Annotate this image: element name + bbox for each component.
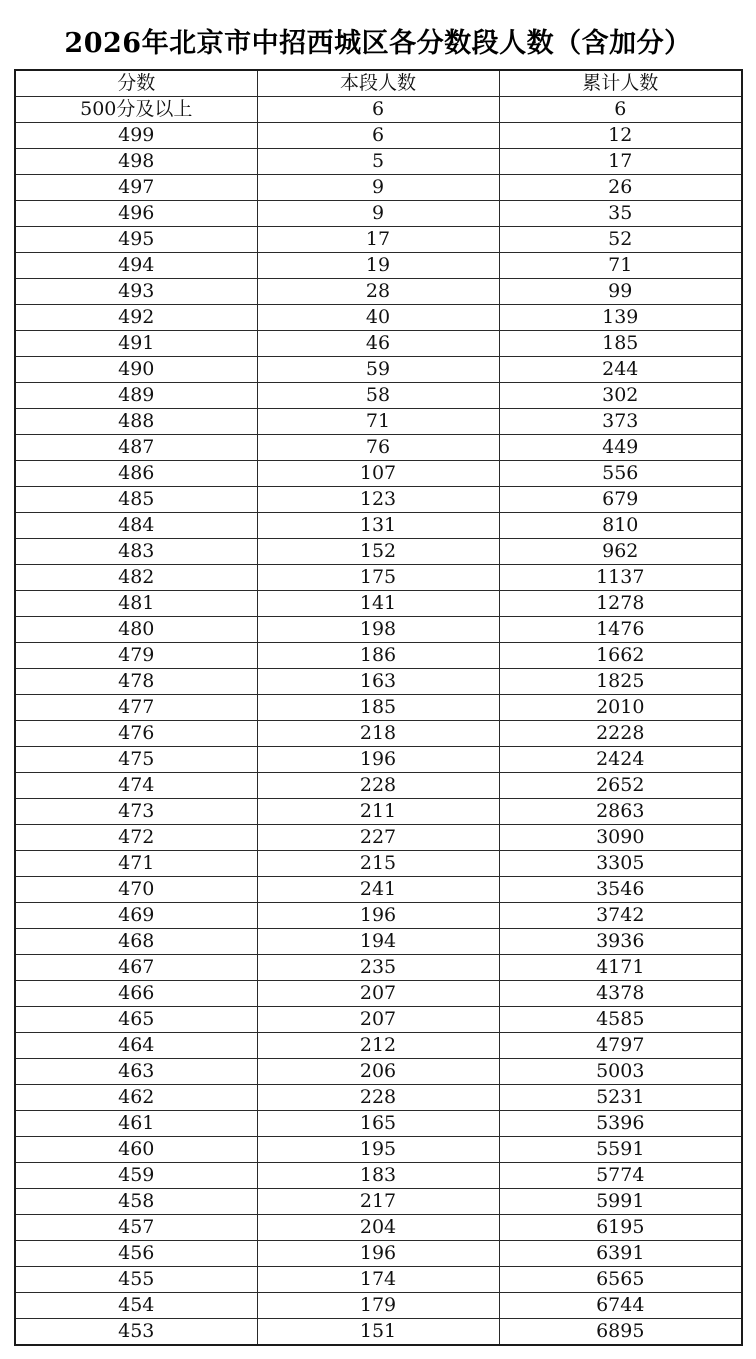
- score-cell: 477: [15, 695, 257, 721]
- table-row: [15, 643, 742, 669]
- cumulative-count-cell: 2010: [499, 695, 742, 721]
- segment-count-cell: 204: [257, 1215, 499, 1241]
- segment-count-cell: 40: [257, 305, 499, 331]
- table-row: [15, 175, 742, 201]
- table-row: [15, 929, 742, 955]
- score-cell: 468: [15, 929, 257, 955]
- table-header: [15, 70, 742, 97]
- table-row: [15, 1215, 742, 1241]
- table-row: [15, 695, 742, 721]
- segment-count-cell: 207: [257, 981, 499, 1007]
- table-row: [15, 331, 742, 357]
- cumulative-count-cell: 3742: [499, 903, 742, 929]
- cumulative-count-cell: 1476: [499, 617, 742, 643]
- cumulative-count-cell: 3546: [499, 877, 742, 903]
- cumulative-count-cell: 679: [499, 487, 742, 513]
- table-row: [15, 877, 742, 903]
- score-cell: 461: [15, 1111, 257, 1137]
- segment-count-cell: 196: [257, 903, 499, 929]
- cumulative-count-cell: 3936: [499, 929, 742, 955]
- table-header-row: [15, 70, 742, 97]
- segment-count-cell: 212: [257, 1033, 499, 1059]
- segment-count-cell: 175: [257, 565, 499, 591]
- segment-count-cell: 131: [257, 513, 499, 539]
- segment-count-cell: 217: [257, 1189, 499, 1215]
- score-cell: 486: [15, 461, 257, 487]
- table-row: [15, 851, 742, 877]
- cumulative-count-cell: 52: [499, 227, 742, 253]
- score-cell: 476: [15, 721, 257, 747]
- segment-count-cell: 194: [257, 929, 499, 955]
- segment-count-cell: 211: [257, 799, 499, 825]
- score-cell: 493: [15, 279, 257, 305]
- cumulative-count-cell: 5396: [499, 1111, 742, 1137]
- cumulative-count-cell: 12: [499, 123, 742, 149]
- score-cell: 494: [15, 253, 257, 279]
- score-cell: 471: [15, 851, 257, 877]
- score-cell: 473: [15, 799, 257, 825]
- cumulative-count-cell: 17: [499, 149, 742, 175]
- table-row: [15, 565, 742, 591]
- score-cell: 469: [15, 903, 257, 929]
- cumulative-count-cell: 3090: [499, 825, 742, 851]
- table-row: [15, 1163, 742, 1189]
- cumulative-count-cell: 5003: [499, 1059, 742, 1085]
- score-cell: 497: [15, 175, 257, 201]
- segment-count-cell: 196: [257, 1241, 499, 1267]
- score-cell: 483: [15, 539, 257, 565]
- score-cell: 453: [15, 1319, 257, 1346]
- segment-count-cell: 179: [257, 1293, 499, 1319]
- cumulative-count-cell: 185: [499, 331, 742, 357]
- table-row: [15, 1059, 742, 1085]
- cumulative-count-cell: 71: [499, 253, 742, 279]
- segment-count-cell: 151: [257, 1319, 499, 1346]
- table-row: [15, 1111, 742, 1137]
- cumulative-count-cell: 5774: [499, 1163, 742, 1189]
- score-cell: 457: [15, 1215, 257, 1241]
- score-cell: 454: [15, 1293, 257, 1319]
- segment-count-cell: 6: [257, 97, 499, 123]
- cumulative-count-cell: 449: [499, 435, 742, 461]
- segment-count-cell: 59: [257, 357, 499, 383]
- cumulative-count-cell: 35: [499, 201, 742, 227]
- score-cell: 489: [15, 383, 257, 409]
- cumulative-count-cell: 4378: [499, 981, 742, 1007]
- segment-count-cell: 174: [257, 1267, 499, 1293]
- table-row: [15, 955, 742, 981]
- segment-count-cell: 196: [257, 747, 499, 773]
- score-cell: 472: [15, 825, 257, 851]
- segment-count-cell: 207: [257, 1007, 499, 1033]
- segment-count-cell: 228: [257, 773, 499, 799]
- segment-count-cell: 9: [257, 175, 499, 201]
- cumulative-count-cell: 556: [499, 461, 742, 487]
- segment-count-cell: 215: [257, 851, 499, 877]
- segment-count-cell: 76: [257, 435, 499, 461]
- segment-count-cell: 218: [257, 721, 499, 747]
- table-row: [15, 669, 742, 695]
- table-row: [15, 409, 742, 435]
- table-row: [15, 1267, 742, 1293]
- page-title: 2026年北京市中招西城区各分数段人数（含加分）: [64, 28, 692, 59]
- table-row: [15, 149, 742, 175]
- cumulative-count-cell: 1278: [499, 591, 742, 617]
- segment-count-cell: 235: [257, 955, 499, 981]
- segment-count-cell: 28: [257, 279, 499, 305]
- table-row: [15, 981, 742, 1007]
- segment-count-cell: 141: [257, 591, 499, 617]
- score-distribution-table: [14, 69, 743, 1346]
- score-cell: 475: [15, 747, 257, 773]
- table-row: [15, 279, 742, 305]
- table-row: [15, 1007, 742, 1033]
- segment-count-cell: 107: [257, 461, 499, 487]
- score-cell: 496: [15, 201, 257, 227]
- cumulative-count-cell: 99: [499, 279, 742, 305]
- table-row: [15, 201, 742, 227]
- score-cell: 465: [15, 1007, 257, 1033]
- segment-count-cell: 165: [257, 1111, 499, 1137]
- cumulative-count-cell: 26: [499, 175, 742, 201]
- table-row: [15, 253, 742, 279]
- segment-count-cell: 227: [257, 825, 499, 851]
- cumulative-count-cell: 6195: [499, 1215, 742, 1241]
- table-body: [15, 97, 742, 1346]
- score-cell: 478: [15, 669, 257, 695]
- segment-count-cell: 46: [257, 331, 499, 357]
- score-cell: 464: [15, 1033, 257, 1059]
- cumulative-count-cell: 2228: [499, 721, 742, 747]
- cumulative-count-cell: 1825: [499, 669, 742, 695]
- score-cell: 470: [15, 877, 257, 903]
- table-row: [15, 461, 742, 487]
- cumulative-count-cell: 6744: [499, 1293, 742, 1319]
- table-row: [15, 357, 742, 383]
- score-cell: 498: [15, 149, 257, 175]
- score-cell: 499: [15, 123, 257, 149]
- cumulative-count-cell: 962: [499, 539, 742, 565]
- table-row: [15, 747, 742, 773]
- score-cell: 487: [15, 435, 257, 461]
- score-cell: 462: [15, 1085, 257, 1111]
- segment-count-cell: 71: [257, 409, 499, 435]
- cumulative-count-cell: 244: [499, 357, 742, 383]
- cumulative-count-cell: 3305: [499, 851, 742, 877]
- segment-count-cell: 185: [257, 695, 499, 721]
- score-cell: 480: [15, 617, 257, 643]
- score-cell: 479: [15, 643, 257, 669]
- score-cell: 500分及以上: [15, 97, 257, 123]
- cumulative-count-cell: 139: [499, 305, 742, 331]
- table-row: [15, 1085, 742, 1111]
- score-cell: 490: [15, 357, 257, 383]
- score-cell: 484: [15, 513, 257, 539]
- score-cell: 481: [15, 591, 257, 617]
- table-row: [15, 305, 742, 331]
- cumulative-count-cell: 6391: [499, 1241, 742, 1267]
- cumulative-count-cell: 4585: [499, 1007, 742, 1033]
- score-cell: 491: [15, 331, 257, 357]
- table-row: [15, 227, 742, 253]
- segment-count-cell: 183: [257, 1163, 499, 1189]
- table-row: [15, 1033, 742, 1059]
- cumulative-count-cell: 373: [499, 409, 742, 435]
- table-row: [15, 123, 742, 149]
- table-row: [15, 435, 742, 461]
- table-row: [15, 1189, 742, 1215]
- segment-count-cell: 228: [257, 1085, 499, 1111]
- cumulative-count-cell: 5991: [499, 1189, 742, 1215]
- score-cell: 466: [15, 981, 257, 1007]
- segment-count-cell: 186: [257, 643, 499, 669]
- cumulative-count-cell: 1662: [499, 643, 742, 669]
- cumulative-count-cell: 2652: [499, 773, 742, 799]
- table-row: [15, 799, 742, 825]
- score-cell: 460: [15, 1137, 257, 1163]
- cumulative-count-cell: 2424: [499, 747, 742, 773]
- score-cell: 467: [15, 955, 257, 981]
- score-cell: 458: [15, 1189, 257, 1215]
- segment-count-cell: 9: [257, 201, 499, 227]
- table-row: [15, 1319, 742, 1346]
- segment-count-cell: 5: [257, 149, 499, 175]
- header-score: 分数: [15, 70, 257, 97]
- cumulative-count-cell: 302: [499, 383, 742, 409]
- table-row: [15, 383, 742, 409]
- segment-count-cell: 198: [257, 617, 499, 643]
- score-cell: 455: [15, 1267, 257, 1293]
- score-cell: 456: [15, 1241, 257, 1267]
- segment-count-cell: 195: [257, 1137, 499, 1163]
- cumulative-count-cell: 5591: [499, 1137, 742, 1163]
- header-segment-count: 本段人数: [257, 70, 499, 97]
- segment-count-cell: 206: [257, 1059, 499, 1085]
- cumulative-count-cell: 4797: [499, 1033, 742, 1059]
- table-row: [15, 617, 742, 643]
- cumulative-count-cell: 6565: [499, 1267, 742, 1293]
- score-cell: 482: [15, 565, 257, 591]
- score-cell: 485: [15, 487, 257, 513]
- cumulative-count-cell: 810: [499, 513, 742, 539]
- score-cell: 459: [15, 1163, 257, 1189]
- table-row: [15, 903, 742, 929]
- segment-count-cell: 6: [257, 123, 499, 149]
- segment-count-cell: 123: [257, 487, 499, 513]
- segment-count-cell: 17: [257, 227, 499, 253]
- score-cell: 474: [15, 773, 257, 799]
- table-row: [15, 97, 742, 123]
- table-row: [15, 825, 742, 851]
- table-row: [15, 591, 742, 617]
- score-cell: 463: [15, 1059, 257, 1085]
- table-row: [15, 1293, 742, 1319]
- score-cell: 495: [15, 227, 257, 253]
- cumulative-count-cell: 6: [499, 97, 742, 123]
- cumulative-count-cell: 1137: [499, 565, 742, 591]
- table-row: [15, 1241, 742, 1267]
- cumulative-count-cell: 6895: [499, 1319, 742, 1346]
- segment-count-cell: 163: [257, 669, 499, 695]
- score-cell: 488: [15, 409, 257, 435]
- score-cell: 492: [15, 305, 257, 331]
- cumulative-count-cell: 2863: [499, 799, 742, 825]
- segment-count-cell: 241: [257, 877, 499, 903]
- table-row: [15, 1137, 742, 1163]
- table-row: [15, 721, 742, 747]
- segment-count-cell: 58: [257, 383, 499, 409]
- table-row: [15, 539, 742, 565]
- table-row: [15, 513, 742, 539]
- table-row: [15, 487, 742, 513]
- table-row: [15, 773, 742, 799]
- segment-count-cell: 19: [257, 253, 499, 279]
- cumulative-count-cell: 5231: [499, 1085, 742, 1111]
- header-cumulative-count: 累计人数: [499, 70, 742, 97]
- segment-count-cell: 152: [257, 539, 499, 565]
- cumulative-count-cell: 4171: [499, 955, 742, 981]
